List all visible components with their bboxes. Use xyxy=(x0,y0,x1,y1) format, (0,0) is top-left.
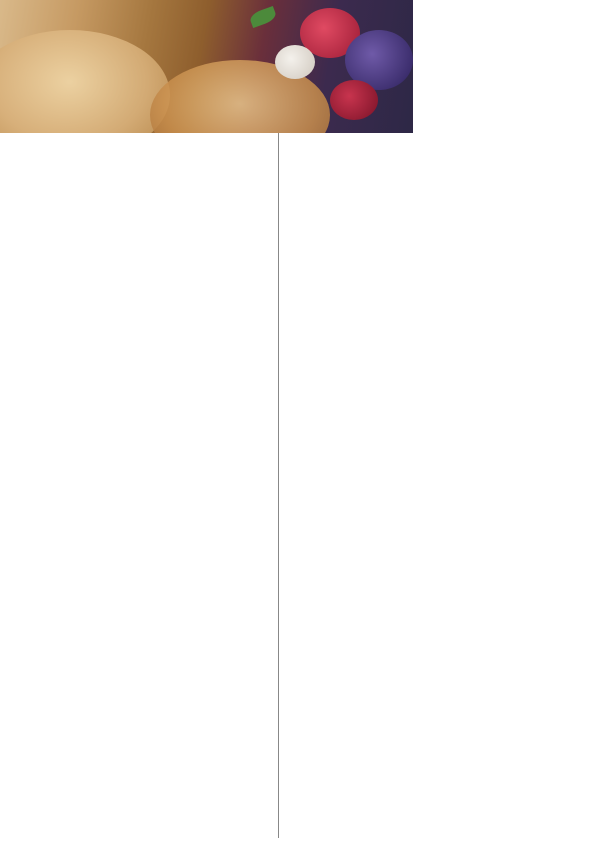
column-divider xyxy=(278,133,279,838)
mint-leaf-image xyxy=(248,6,277,28)
info-panel xyxy=(413,0,595,133)
header-banner xyxy=(0,0,413,133)
pancake-image xyxy=(0,30,170,133)
berry-image xyxy=(330,80,378,120)
cream-image xyxy=(275,45,315,79)
